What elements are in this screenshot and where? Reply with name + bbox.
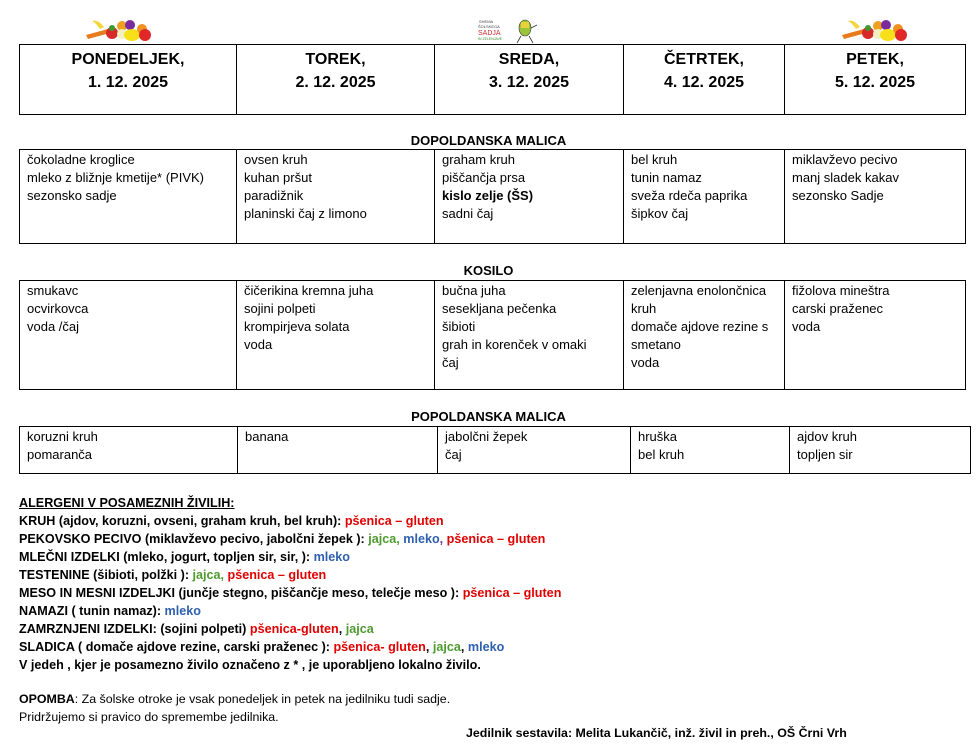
menu-item: sezonsko Sadje — [792, 188, 884, 203]
menu-item: šipkov čaj — [631, 206, 689, 221]
menu-item: carski praženec — [792, 301, 884, 316]
day-date: 1. 12. 2025 — [87, 74, 169, 91]
fruit-basket-left-icon — [82, 17, 154, 41]
day-header-monday — [20, 45, 237, 115]
allergen-line — [19, 512, 561, 530]
menu-item: hruška — [638, 429, 678, 444]
menu-cell-friday — [785, 150, 966, 244]
day-date: 4. 12. 2025 — [663, 74, 745, 91]
allergen-tag: mleko — [164, 604, 201, 618]
note-line-1 — [19, 690, 450, 708]
allergen-tag: , — [460, 640, 468, 654]
menu-item: čokoladne kroglice — [27, 152, 135, 167]
allergen-food-group: TESTENINE (šibioti, polžki ): — [19, 568, 193, 582]
menu-cell-tuesday — [237, 150, 435, 244]
menu-item: bel kruh — [638, 447, 685, 462]
allergen-tag: pšenica- gluten — [333, 640, 426, 654]
menu-author-signature: Jedilnik sestavila: Melita Lukančič, inž. živil in preh., OŠ Črni Vrh — [466, 726, 847, 740]
day-header-friday — [785, 45, 966, 115]
allergen-list — [19, 512, 561, 674]
menu-item: grah in korenček v omaki — [442, 337, 587, 352]
day-name: TOREK, — [305, 51, 366, 68]
allergen-food-group: MLEČNI IZDELKI (mleko, jogurt, topljen sir, sir, ): — [19, 550, 314, 564]
morning-snack-table — [19, 149, 966, 244]
menu-item: bučna juha — [442, 283, 506, 298]
menu-item: fižolova mineštra — [792, 283, 890, 298]
menu-item: voda /čaj — [27, 319, 80, 334]
section-title-afternoon-snack: POPOLDANSKA MALICA — [411, 409, 566, 424]
menu-item: graham kruh — [442, 152, 515, 167]
day-header-thursday — [624, 45, 785, 115]
menu-cell-thursday — [624, 150, 785, 244]
menu-item: kuhan pršut — [244, 170, 312, 185]
allergen-tag: mleko — [313, 550, 350, 564]
menu-item: tunin namaz — [631, 170, 702, 185]
allergen-food-group: SLADICA ( domače ajdove rezine, carski praženec ): — [19, 640, 334, 654]
allergen-tag: pšenica – gluten — [227, 568, 327, 582]
menu-cell-wednesday — [438, 427, 631, 474]
allergen-line — [19, 530, 561, 548]
section-title-lunch: KOSILO — [463, 263, 514, 278]
menu-item: sesekljana pečenka — [442, 301, 557, 316]
menu-item: smukavc — [27, 283, 79, 298]
menu-item: sojini polpeti — [244, 301, 316, 316]
allergens-title: ALERGENI V POSAMEZNIH ŽIVILIH: — [19, 496, 235, 510]
allergen-tag: jajca, — [368, 532, 404, 546]
menu-cell-wednesday — [435, 150, 624, 244]
menu-item: ajdov kruh — [797, 429, 857, 444]
allergens-section — [19, 494, 561, 674]
menu-item: banana — [245, 429, 289, 444]
note-text: : Za šolske otroke je vsak ponedeljek in petek na jedilniku tudi sadje. — [74, 692, 451, 706]
allergen-line — [19, 584, 561, 602]
allergen-food-group: PEKOVSKO PECIVO (miklavževo pecivo, jabolčni žepek ): — [19, 532, 369, 546]
school-fruit-scheme-logo — [477, 16, 541, 44]
allergen-food-group: V jedeh , kjer je posamezno živilo označeno z * , je uporabljeno lokalno živilo. — [19, 658, 481, 672]
menu-item: mleko z bližnje kmetije* (PIVK) — [27, 170, 204, 185]
day-date: 2. 12. 2025 — [295, 74, 376, 91]
allergen-line — [19, 656, 561, 674]
allergen-tag: , — [338, 622, 346, 636]
allergen-food-group: NAMAZI ( tunin namaz): — [19, 604, 165, 618]
menu-item: zelenjavna enolončnica — [631, 283, 767, 298]
fruit-basket-right-icon — [838, 17, 910, 41]
menu-item: planinski čaj z limono — [244, 206, 367, 221]
menu-item: bel kruh — [631, 152, 678, 167]
menu-item: voda — [631, 355, 660, 370]
allergen-tag: mleko — [467, 640, 505, 654]
day-name: ČETRTEK, — [664, 51, 744, 68]
allergen-tag: , — [439, 532, 447, 546]
logo-text-4: IN ZELENJAVE — [478, 37, 503, 41]
menu-item: ocvirkovca — [27, 301, 89, 316]
menu-cell-tuesday — [237, 281, 435, 390]
allergen-line — [19, 602, 561, 620]
menu-item: sveža rdeča paprika — [631, 188, 748, 203]
allergen-tag: pšenica – gluten — [344, 514, 444, 528]
menu-cell-friday — [790, 427, 971, 474]
allergen-tag: pšenica – gluten — [446, 532, 546, 546]
allergen-tag: jajca — [432, 640, 461, 654]
section-title-morning-snack: DOPOLDANSKA MALICA — [410, 133, 567, 148]
logo-text-2: ŠOLSKEGA — [478, 24, 500, 29]
allergen-tag: jajca, — [192, 568, 228, 582]
menu-item: koruzni kruh — [27, 429, 98, 444]
menu-item: čaj — [442, 355, 459, 370]
menu-item: čičerikina kremna juha — [244, 283, 374, 298]
note-line-2: Pridržujemo si pravico do spremembe jedilnika. — [19, 710, 279, 724]
menu-item: ovsen kruh — [244, 152, 308, 167]
day-header-wednesday — [435, 45, 624, 115]
note-label: OPOMBA — [19, 692, 75, 706]
allergen-tag: jajca — [345, 622, 374, 636]
allergen-food-group: MESO IN MESNI IZDELJKI (junčje stegno, piščančje meso, telečje meso ): — [19, 586, 463, 600]
menu-item: kislo zelje (ŠS) — [442, 188, 534, 203]
menu-item: domače ajdove rezine s — [631, 319, 769, 334]
menu-item: šibioti — [442, 319, 476, 334]
menu-item: miklavževo pecivo — [792, 152, 898, 167]
menu-item: voda — [792, 319, 821, 334]
afternoon-snack-table — [19, 426, 971, 474]
menu-item: topljen sir — [797, 447, 853, 462]
day-name: SREDA, — [498, 51, 560, 68]
menu-item: voda — [244, 337, 273, 352]
day-date: 5. 12. 2025 — [834, 74, 916, 91]
day-header-tuesday — [237, 45, 435, 115]
menu-item: sezonsko sadje — [27, 188, 117, 203]
menu-cell-monday — [20, 281, 237, 390]
allergen-tag: pšenica-gluten — [249, 622, 339, 636]
menu-item: jabolčni žepek — [445, 429, 528, 444]
menu-item: čaj — [445, 447, 462, 462]
day-name: PETEK, — [846, 51, 904, 68]
allergen-food-group: ZAMRZNJENI IZDELKI: (sojini polpeti) — [19, 622, 250, 636]
menu-cell-monday — [20, 150, 237, 244]
allergen-line — [19, 638, 561, 656]
allergen-tag: mleko — [403, 532, 440, 546]
menu-cell-thursday — [624, 281, 785, 390]
allergen-line — [19, 620, 561, 638]
allergen-tag: , — [425, 640, 433, 654]
note-section — [19, 690, 450, 726]
logo-text-3: SADJA — [478, 30, 501, 37]
menu-cell-tuesday — [238, 427, 438, 474]
day-date: 3. 12. 2025 — [488, 74, 570, 91]
menu-cell-thursday — [631, 427, 790, 474]
day-name: PONEDELJEK, — [71, 51, 185, 68]
menu-item: krompirjeva solata — [244, 319, 350, 334]
menu-item: sadni čaj — [442, 206, 494, 221]
menu-item: manj sladek kakav — [792, 170, 899, 185]
allergen-line — [19, 566, 561, 584]
allergen-line — [19, 548, 561, 566]
menu-item: pomaranča — [27, 447, 93, 462]
menu-cell-wednesday — [435, 281, 624, 390]
menu-item: kruh — [631, 301, 657, 316]
menu-item: paradižnik — [244, 188, 304, 203]
menu-cell-friday — [785, 281, 966, 390]
lunch-table — [19, 280, 966, 390]
allergen-tag: pšenica – gluten — [462, 586, 562, 600]
menu-item: smetano — [631, 337, 681, 352]
menu-item: piščančja prsa — [442, 170, 526, 185]
days-header-table — [19, 44, 966, 115]
logo-text-1: SHEMA — [479, 19, 494, 24]
allergen-food-group: KRUH (ajdov, koruzni, ovseni, graham kruh, bel kruh): — [19, 514, 345, 528]
menu-cell-monday — [20, 427, 238, 474]
